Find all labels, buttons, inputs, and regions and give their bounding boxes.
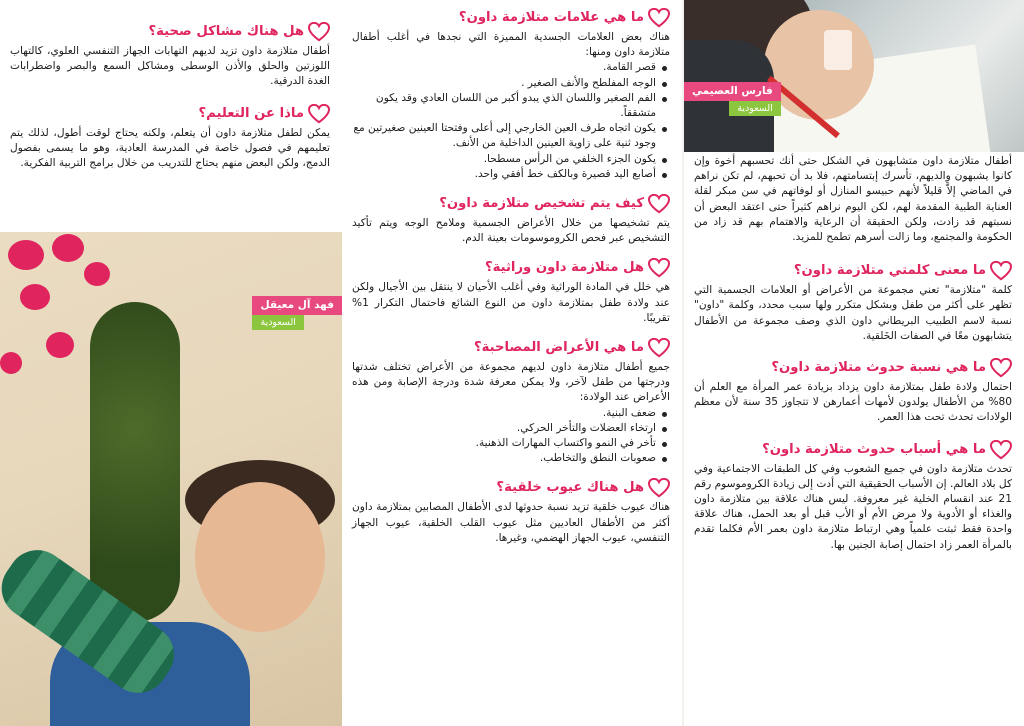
list-item: تأخر في النمو واكتساب المهارات الذهنية.	[352, 436, 656, 451]
heart-outline-icon	[648, 338, 670, 358]
heart-outline-icon	[308, 104, 330, 124]
heart-outline-icon	[308, 22, 330, 42]
section-heading	[694, 440, 1012, 460]
section-text: يمكن لطفل متلازمة داون أن يتعلم، ولكنه يحتاج لوقت أطول، لذلك يتم تعليمهم في فصول خاصة في المدرسة العادية، وهو ما يسمى بفصول الدمج، ولكن البعض منهم يحتاج للتدريب من خلال برامج التربية الفكرية.	[10, 126, 330, 170]
section-title: ما هي الأعراض المصاحبة؟	[474, 340, 644, 356]
section-heading	[352, 194, 670, 214]
list-item: ضعف البنية.	[352, 406, 656, 421]
section-text: يتم تشخيصها من خلال الأعراض الجسمية وملامح الوجه ويتم تأكيد التشخيص عبر فحص الكروموسومات بعينة الدم.	[352, 217, 670, 245]
section-text: جميع أطفال متلازمة داون لديهم مجموعة من الأعراض تختلف شدتها ودرجتها من طفل لآخر، ولا يمكن معرفة شدة ودرجة الإصابة ومن هذه الأعراض عند الولادة:	[352, 361, 670, 404]
section-title: ما هي نسبة حدوث متلازمة داون؟	[771, 360, 986, 376]
section-heading	[694, 358, 1012, 378]
photo-caption-top	[684, 82, 781, 116]
section-title: هل هناك عيوب خلقية؟	[496, 480, 644, 496]
heart-outline-icon	[648, 478, 670, 498]
section-heading	[352, 8, 670, 28]
section-text: أطفال متلازمة داون تزيد لديهم التهابات الجهاز التنفسي العلوي، كالتهاب اللوزتين والحلق والأذن الوسطى ومشاكل السمع والبصر واضطرابات الغدة الدرقية.	[10, 45, 330, 88]
caption-name: فارس العصيمي	[684, 82, 781, 101]
heart-outline-icon	[648, 258, 670, 278]
section-text: كلمة "متلازمة" تعني مجموعة من الأعراض أو العلامات الجسمية التي تظهر على أكثر من طفل وبشكل متكرر ولها سبب محدد، وكلمة "داون" نسبة لاسم الطبيب البريطاني داون الذي وصف مجموعة من الأطفال يتشابهون معًا في الصفات الخَلقية.	[694, 284, 1012, 342]
section-title: هل هناك مشاكل صحية؟	[148, 24, 304, 39]
signs-list	[352, 60, 670, 182]
section-heading	[352, 478, 670, 498]
caption-country: السعودية	[252, 315, 303, 330]
right-column	[684, 0, 1024, 726]
heart-outline-icon	[990, 261, 1012, 281]
list-item: صعوبات النطق والتخاطب.	[352, 451, 656, 466]
section-text: احتمال ولادة طفل بمتلازمة داون يزداد بزيادة عمر المرأة مع العلم أن 80% من الأطفال يولدون لأمهات أعمارهن لا تتجاوز 35 سنة لأن معظم الولادات تحدث تحت هذا العمر.	[694, 381, 1013, 424]
list-item: قصر القامة.	[352, 60, 656, 75]
symptoms-list	[352, 406, 670, 467]
section-title: ما معنى كلمتي متلازمة داون؟	[793, 263, 986, 279]
middle-column	[342, 0, 682, 726]
left-column	[0, 0, 342, 726]
heart-outline-icon	[648, 8, 670, 28]
photo-caption-left	[252, 296, 342, 330]
list-item: يكون اتجاه طرف العين الخارجي إلى أعلى وفتحتا العينين صغيرتين مع وجود ثنية على زاوية العينين الداخلية من الأنف.	[352, 121, 656, 151]
list-item: الوجه المفلطح والأنف الصغير .	[352, 76, 656, 91]
section-text: هناك بعض العلامات الجسدية المميزة التي نجدها في أغلب أطفال متلازمة داون ومنها:	[352, 31, 670, 59]
section-heading	[10, 22, 330, 42]
list-item: أصابع اليد قصيرة وبالكف خط أفقي واحد.	[352, 167, 656, 182]
section-title: ما هي أسباب حدوث متلازمة داون؟	[762, 441, 986, 457]
heart-outline-icon	[990, 440, 1012, 460]
section-heading	[10, 104, 330, 124]
section-text: تحدث متلازمة داون في جميع الشعوب وفي كل الطبقات الاجتماعية وفي كل بلاد العالم. إن الأسباب الحقيقية التي أدت إلى زيادة الكروموسوم رقم 21 عند انقسام الخلية غير معروفة. ليس هناك علاقة بين متلازمة داون والغذاء أو الأدوية ولا مرض الأم أو الأب قبل أو بعد الحمل، هناك علاقة واحدة فقط ثبتت علمياً وهي ارتباط متلازمة داون بعمر الأم فكلما تقدم بالمرأة العمر زاد احتمال إصابة الجنين بها.	[694, 462, 1012, 551]
section-title: ما هي علامات متلازمة داون؟	[458, 10, 644, 25]
caption-name: فهد آل معيقل	[252, 296, 342, 315]
section-title: هل متلازمة داون وراثية؟	[484, 260, 644, 276]
heart-outline-icon	[990, 358, 1012, 378]
section-title: كيف يتم تشخيص متلازمة داون؟	[439, 196, 644, 212]
section-title: ماذا عن التعليم؟	[198, 105, 304, 121]
list-item: ارتخاء العضلات والتأخر الحركي.	[352, 421, 656, 436]
caption-country: السعودية	[729, 101, 780, 116]
list-item: يكون الجزء الخلفي من الرأس مسطحا.	[352, 152, 656, 167]
section-text: هي خلل في المادة الوراثية وفي أغلب الأحيان لا ينتقل بين الأجيال ولكن عند ولادة طفل بمتلازمة داون من النوع الشائع فاحتمال التكرار 1% تقريبًا.	[352, 281, 670, 324]
list-item: الفم الصغير واللسان الذي يبدو أكبر من اللسان العادي وقد يكون متشققاً.	[352, 91, 656, 121]
section-text: هناك عيوب خلقية تزيد نسبة حدوثها لدى الأطفال المصابين بمتلازمة داون أكثر من الأطفال العاديين مثل عيوب القلب الخلقية، عيوب الجهاز التنفسي، عيوب الجهاز الهضمي، وغيرها.	[352, 501, 670, 544]
section-heading	[694, 261, 1012, 281]
heart-outline-icon	[648, 194, 670, 214]
intro-paragraph: أطفال متلازمة داون متشابهون في الشكل حتى أنك تحسبهم أخوة وإن كانوا يشبهون والديهم، تأسرك إبتسامتهم، فلا بد أن تحبهم، لم تكن نراهم في الماضي إلاَّ قليلاً لأنهم حبيسو المنازل أو لوفاتهم في سن مبكر لقلة العناية الطبية المقدمة لهم، لكن اليوم نراهم كثيراً حتى اعتقد البعض أن نسبتهم قد زادت، ولكن الحقيقة أن الرعاية والاهتمام بهم قد زاد من الحكومة والمجتمع، وما زالت أسرهم تطمح للمزيد.	[694, 155, 1012, 244]
section-heading	[352, 338, 670, 358]
child-drawing-photo	[684, 0, 1024, 152]
section-heading	[352, 258, 670, 278]
